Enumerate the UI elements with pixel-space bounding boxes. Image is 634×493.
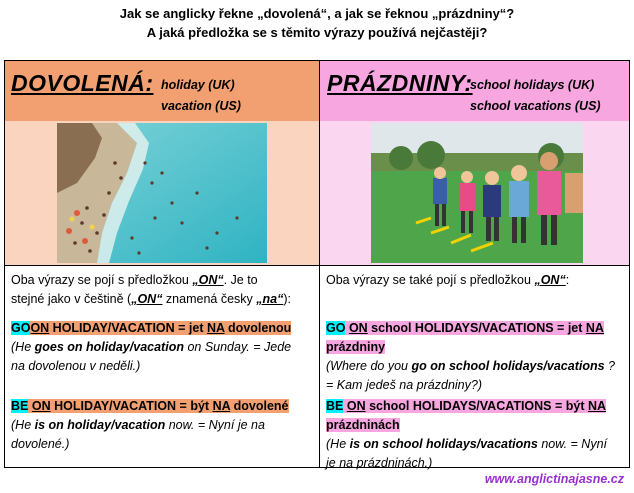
kids-photo-cell bbox=[320, 121, 629, 265]
dovolena-example-be bbox=[11, 397, 315, 454]
prazdniny-example-go bbox=[326, 319, 626, 395]
prazdniny-explanation: Oba výrazy se také pojí s předložkou „ON“: bbox=[326, 273, 570, 287]
prazdniny-rule-go-cont: prázdniny bbox=[326, 340, 386, 354]
header-subquestion: A jaká předložka se s těmito výrazy používá nejčastěji? bbox=[146, 25, 488, 40]
dovolena-us: vacation (US) bbox=[161, 99, 241, 113]
prazdniny-translation-go: = Kam jedeš na prázdniny?) bbox=[326, 378, 482, 392]
dovolena-title: DOVOLENÁ: bbox=[11, 70, 154, 96]
page-header bbox=[0, 4, 634, 42]
prazdniny-header-cell bbox=[320, 61, 629, 121]
dovolena-sentence-be: (He is on holiday/vacation now. = Nyní je na bbox=[11, 418, 265, 432]
prazdniny-title: PRÁZDNINY: bbox=[327, 70, 473, 96]
dovolena-translation-go: na dovolenou v neděli.) bbox=[11, 359, 141, 373]
comparison-table bbox=[4, 60, 630, 468]
dovolena-rule-go: GOON HOLIDAY/VACATION = jet NA dovolenou bbox=[11, 321, 292, 335]
prazdniny-us: school vacations (US) bbox=[470, 99, 601, 113]
row-divider bbox=[5, 265, 629, 266]
prazdniny-uk: school holidays (UK) bbox=[470, 78, 595, 92]
dovolena-translation-be: dovolené.) bbox=[11, 437, 70, 451]
column-divider bbox=[319, 61, 320, 467]
dovolena-uk: holiday (UK) bbox=[161, 78, 235, 92]
prazdniny-translation-be: je na prázdninách.) bbox=[326, 456, 433, 470]
website-link[interactable]: www.anglictinajasne.cz bbox=[484, 472, 624, 486]
header-question: Jak se anglicky řekne „dovolená“, a jak se řeknou „prázdniny“? bbox=[119, 6, 515, 21]
prazdniny-example-be bbox=[326, 397, 626, 473]
beach-photo bbox=[57, 123, 267, 263]
prazdniny-rule-go: GO ON school HOLIDAYS/VACATIONS = jet NA bbox=[326, 321, 604, 335]
prazdniny-sentence-be: (He is on school holidays/vacations now. = Nyní bbox=[326, 437, 608, 451]
prazdniny-sentence-go: (Where do you go on school holidays/vacations ? bbox=[326, 359, 615, 373]
dovolena-rule-be: BE ON HOLIDAY/VACATION = být NA dovolené bbox=[11, 399, 289, 413]
dovolena-sentence-go: (He goes on holiday/vacation on Sunday. = Jede bbox=[11, 340, 292, 354]
beach-photo-cell bbox=[5, 121, 319, 265]
dovolena-explanation: Oba výrazy se pojí s předložkou „ON“. Je to stejné jako v češtině („ON“ znamená česky „na“): bbox=[11, 273, 291, 306]
kids-photo bbox=[371, 123, 583, 263]
prazdniny-rule-be-cont: prázdninách bbox=[326, 418, 400, 432]
dovolena-example-go bbox=[11, 319, 315, 376]
dovolena-header-cell bbox=[5, 61, 319, 121]
prazdniny-rule-be: BE ON school HOLIDAYS/VACATIONS = být NA bbox=[326, 399, 607, 413]
